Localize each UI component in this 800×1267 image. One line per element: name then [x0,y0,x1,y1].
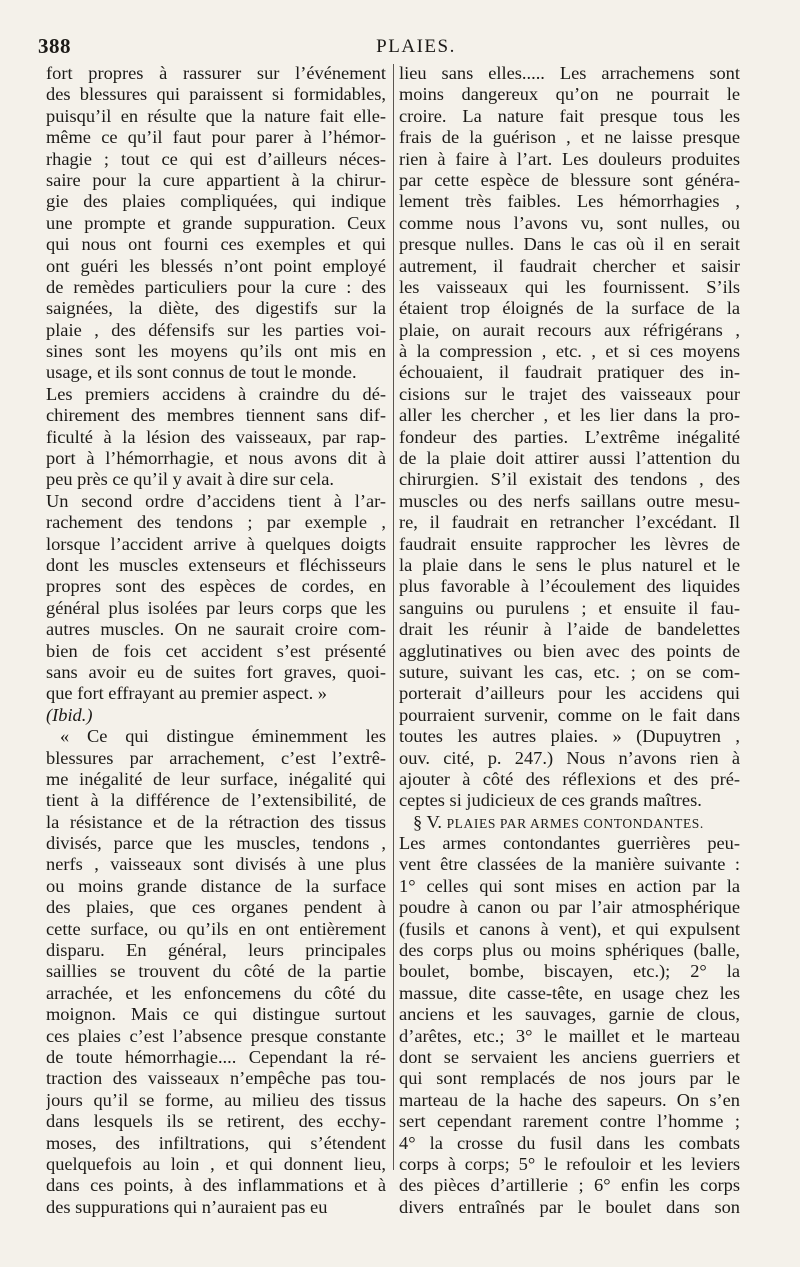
text-line: la plaie dans le sens le plus naturel et le [399,554,740,575]
text-line: sans avoir eu de suites fort graves, quoi- [46,661,386,682]
text-line: frais de la guérison , et ne laisse presque [399,127,740,148]
text-line: Les premiers accidens à craindre du dé- [46,383,386,404]
text-line: marteau de la hache des sapeurs. On s’en [399,1089,740,1110]
text-line: sanguins ou purulens ; et ensuite il fau- [399,597,740,618]
text-line: ficulté à la lésion des vaisseaux, par rap- [46,426,386,447]
left-column [46,63,386,1218]
text-line: des plaies, que ces organes pendent à [46,897,386,918]
text-line: sert cependant rarement contre l’homme ; [399,1111,740,1132]
text-line: même ce qu’il faut pour parer à l’hémor- [46,127,386,148]
text-line: qui nous ont fourni ces exemples et qui [46,234,386,255]
page-number: 388 [38,34,71,58]
text-line: 1° celles qui sont mises en action par la [399,875,740,896]
text-line: muscles ou des nerfs saillans outre mesu- [399,490,740,511]
text-line: propres sont des espèces de cordes, en [46,576,386,597]
text-line: étaient trop éloignés de la surface de la [399,298,740,319]
text-line: par cette espèce de blessure sont généra- [399,169,740,190]
text-line: corps à corps; 5° le refouloir et les leviers [399,1153,740,1174]
text-line: boulet, bombe, biscayen, etc.); 2° la [399,961,740,982]
text-line: fort propres à rassurer sur l’événement [46,63,386,83]
text-line: (Ibid.) [46,704,93,725]
text-line: échouaient, il faudrait pratiquer des in- [399,362,740,383]
text-line: bien de fois cet accident s’est présenté [46,640,386,661]
text-line: anciens et les sauvages, garnie de clous, [399,1004,740,1025]
text-line: que fort effrayant au premier aspect. » [46,683,328,704]
text-line: autrement, il faudrait chercher et saisir [399,255,740,276]
text-line: massue, dite casse-tête, en usage chez les [399,982,740,1003]
text-line: comme nous l’avons vu, sont nulles, ou [399,212,740,233]
text-line: ou moins grande distance de la surface [46,875,386,896]
text-line: lement très faibles. Les hémorrhagies , [399,191,740,212]
text-line: les vaisseaux qui les fournissent. S’ils [399,276,740,297]
text-line: nerfs , vaisseaux sont divisés à une plus [46,854,386,875]
text-line: « Ce qui distingue éminemment les [60,726,386,747]
text-line: moses, des infiltrations, qui s’étendent [46,1132,386,1153]
text-line: général plus isolées par leurs corps que les [46,597,386,618]
text-line: ouv. cité, p. 247.) Nous n’avons rien à [399,747,740,768]
text-line: dans lesquels ils se retirent, des ecchy- [46,1111,386,1132]
text-line: vent être classées de la manière suivante : [399,854,740,875]
text-line: moignon. Mais ce qui distingue surtout [46,1004,386,1025]
text-line: saire pour la cure appartient à la chirur- [46,169,386,190]
column-divider [393,64,394,1170]
text-line: rien à faire à l’art. Les douleurs produites [399,148,740,169]
text-line: puisqu’il en résulte que la nature fait elle- [46,105,386,126]
text-line: plus favorable à l’écoulement des liquides [399,576,740,597]
text-line: agglutinatives ou bien avec des points de [399,640,740,661]
text-line: poudre à canon ou par l’air atmosphérique [399,897,740,918]
text-line: à la compression , etc. , et si ces moyens [399,341,740,362]
text-line: saignées, la diète, des digestifs sur la [46,298,386,319]
text-line: dont les muscles extenseurs et fléchisseurs [46,554,386,575]
text-line: divisés, parce que les muscles, tendons , [46,833,386,854]
page-header [38,34,794,64]
text-line: tient à la différence de l’extensibilité, de [46,790,386,811]
text-line: cisions sur le trajet des vaisseaux pour [399,383,740,404]
text-line: aller les chercher , et les lier dans la pro- [399,405,740,426]
text-line: ajouter à côté des réflexions et des pré- [399,768,740,789]
text-line: jours qu’il se forme, au milieu des tissus [46,1089,386,1110]
text-line: gie des plaies compliquées, qui indique [46,191,386,212]
text-line: traction des vaisseaux n’empêche pas tou- [46,1068,386,1089]
text-line: sines sont les moyens qu’ils ont mis en [46,341,386,362]
text-line: divers entraînés par le boulet dans son [399,1196,740,1217]
text-line: toutes les autres plaies. » (Dupuytren , [399,726,740,747]
text-line: chirement des membres tiennent sans dif- [46,405,386,426]
text-line: presque nulles. Dans le cas où il en serait [399,234,740,255]
text-line: plaie , des défensifs sur les parties voi- [46,319,386,340]
text-line: porterait d’ailleurs pour les accidens qui [399,683,740,704]
text-line: rhagie ; tout ce qui est d’ailleurs néces- [46,148,386,169]
text-line: disparu. En général, leurs principales [46,940,386,961]
text-line: Un second ordre d’accidens tient à l’ar- [46,490,386,511]
text-line: peu près ce qu’il y avait à dire sur cela. [46,469,334,490]
section-heading [399,812,740,833]
text-line: lieu sans elles..... Les arrachemens sont [399,63,740,83]
text-line: d’arêtes, etc.; 3° le maillet et le marteau [399,1025,740,1046]
text-line: des suppurations qui n’auraient pas eu [46,1196,328,1217]
text-line: la résistance et de la rétraction des tissus [46,811,386,832]
text-line: faudrait ensuite rapprocher les lèvres de [399,533,740,554]
text-line: chirurgien. S’il existait des tendons , des [399,469,740,490]
text-line: ces plaies c’est l’absence presque constante [46,1025,386,1046]
text-line: de toute hémorrhagie.... Cependant la ré- [46,1046,386,1067]
text-line: arrachée, et les enfoncemens du côté du [46,982,386,1003]
text-line: moins dangereux qu’on ne pourrait le [399,84,740,105]
text-line: fondeur des parties. L’extrême inégalité [399,426,740,447]
text-line: plaie, on aurait recours aux réfrigérans , [399,319,740,340]
text-line: me inégalité de leur surface, inégalité qui [46,768,386,789]
text-line: ont guéri les blessés n’ont point employé [46,255,386,276]
right-column [399,63,740,1218]
text-line: usage, et ils sont connus de tout le monde. [46,362,357,383]
text-line: qui sont remplacés de nos jours par le [399,1068,740,1089]
text-line: ceptes si judicieux de ces grands maîtres. [399,790,702,811]
text-line: rachement des tendons ; par exemple , [46,512,386,533]
text-line: autres muscles. On ne saurait croire com- [46,619,386,640]
text-line: dans ces points, à des inflammations et à [46,1175,386,1196]
text-line: drait les réunir à l’aide de bandelettes [399,619,740,640]
section-mark: § V. [413,811,447,832]
text-line: saillies se trouvent du côté de la partie [46,961,386,982]
text-line: des pièces d’artillerie ; 6° enfin les corps [399,1175,740,1196]
text-line: pourraient survenir, comme on le fait dans [399,704,740,725]
text-line: Les armes contondantes guerrières peu- [399,833,740,854]
text-line: une prompte et grande suppuration. Ceux [46,212,386,233]
text-line: des blessures qui paraissent si formidables, [46,84,386,105]
text-line: de remèdes particuliers pour la cure : des [46,276,386,297]
text-line: quelquefois au loin , et qui donnent lieu, [46,1153,386,1174]
text-line: suture, suivant les cas, etc. ; on se com- [399,661,740,682]
text-line: port à l’hémorrhagie, et nous avons dit à [46,448,386,469]
text-line: croire. La nature fait presque tous les [399,105,740,126]
section-title: PLAIES PAR ARMES CONTONDANTES. [446,815,704,831]
text-line: cette surface, ou qu’ils en ont entièrement [46,918,386,939]
running-title: PLAIES. [376,36,456,57]
text-line: des corps plus ou moins sphériques (balle, [399,940,740,961]
text-line: dont se servaient les anciens guerriers et [399,1046,740,1067]
text-line: re, il faudrait en retrancher l’excédant. Il [399,512,740,533]
text-line: lorsque l’accident arrive à quelques doigts [46,533,386,554]
text-line: blessures par arrachement, c’est l’extrê- [46,747,386,768]
text-line: de la plaie doit attirer aussi l’attention du [399,448,740,469]
text-line: 4° la crosse du fusil dans les combats [399,1132,740,1153]
text-line: (fusils et canons à vent), et qui expulsent [399,918,740,939]
